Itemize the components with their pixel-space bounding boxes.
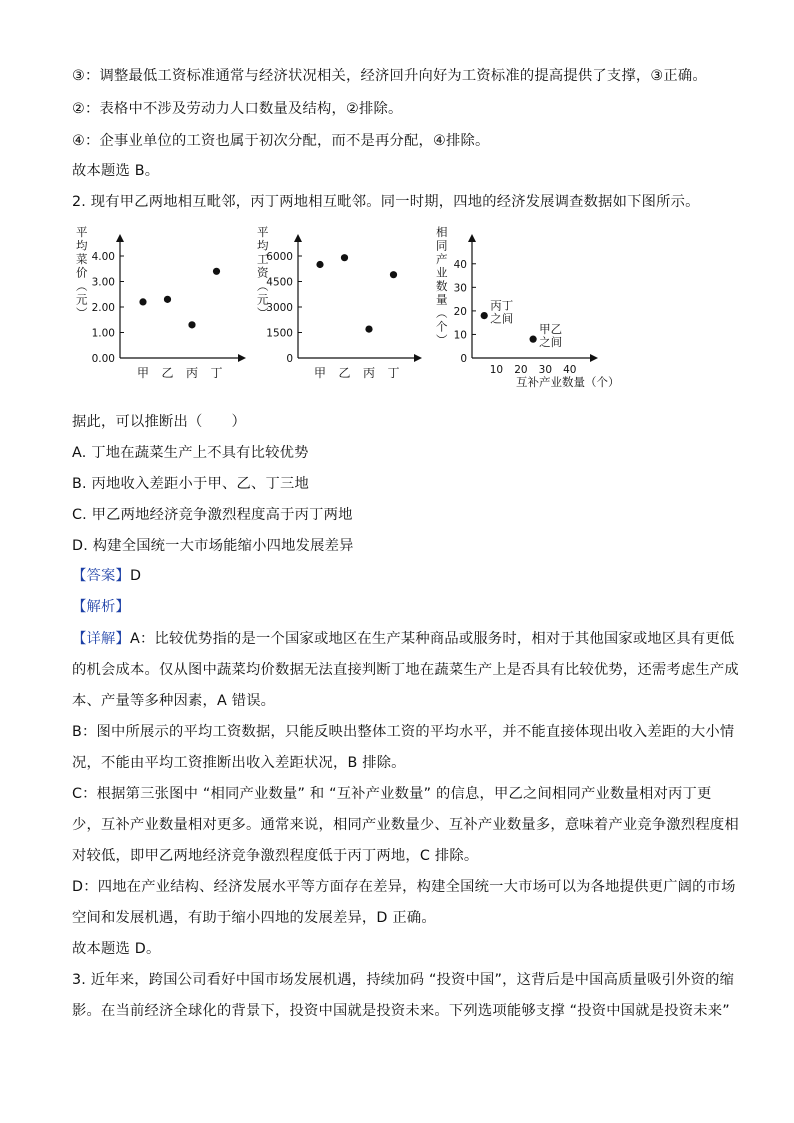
y-axis-arrow (294, 234, 302, 242)
text-line: C：根据第三张图中 “相同产业数量” 和 “互补产业数量” 的信息，甲乙之间相同产业数量相对丙丁更 (72, 786, 712, 802)
y-tick-label: 3000 (266, 302, 293, 314)
x-category-label: 甲 (136, 366, 150, 380)
y-tick-label: 40 (453, 258, 467, 271)
chart-vegetable-price (72, 222, 262, 391)
text-line: 少，互补产业数量相对更多。通常来说，相同产业数量少、互补产业数量多，意味着产业竞争激烈程度相 (72, 817, 739, 833)
chart-industry-count (432, 222, 632, 401)
option-d: D. 构建全国统一大市场能缩小四地发展差异 (72, 538, 354, 554)
data-point (139, 298, 146, 305)
y-tick-label: 4.00 (91, 251, 115, 263)
y-axis-label-char: 数 (436, 279, 448, 293)
y-axis-label (76, 225, 88, 320)
y-axis-label-char: 元 (257, 292, 269, 307)
answer-tag: 【答案】 (72, 568, 130, 584)
question-2: 2. 现有甲乙两地相互毗邻，丙丁两地相互毗邻。同一时期，四地的经济发展调查数据如下图所示。 (72, 194, 700, 210)
text-line: 的机会成本。仅从图中蔬菜均价数据无法直接判断丁地在蔬菜生产上是否具有比较优势，还需考虑生产成 (72, 662, 739, 678)
y-tick-label: 4500 (266, 276, 293, 289)
y-axis-arrow (116, 234, 124, 242)
x-axis-label: 互补产业数量（个） (516, 375, 620, 389)
y-tick-label: 0.00 (91, 353, 115, 365)
text-line: ④：企事业单位的工资也属于初次分配，而不是再分配，④排除。 (72, 133, 490, 149)
y-axis-label-char: 均 (76, 238, 88, 253)
data-point (316, 261, 323, 268)
text-line: B：图中所展示的平均工资数据，只能反映出整体工资的平均水平，并不能直接体现出收入差距的大小情 (72, 724, 735, 740)
y-axis-label-char: 产 (436, 252, 448, 266)
y-axis-label-char: ︶ (436, 333, 448, 347)
text-line: 况，不能由平均工资推断出收入差距状况，B 排除。 (72, 755, 406, 771)
x-axis-arrow (238, 354, 246, 362)
y-axis-label-char: ︶ (257, 306, 269, 320)
y-tick-label: 10 (453, 329, 467, 342)
text-line: 故本题选 D。 (72, 941, 161, 957)
y-axis-label-char: ︶ (76, 306, 88, 320)
answer-value: D (130, 568, 142, 584)
y-axis-label-char: ︵ (436, 306, 448, 320)
y-axis-label-char: ︵ (257, 279, 269, 293)
text-line: ③：调整最低工资标准通常与经济状况相关，经济回升向好为工资标准的提高提供了支撑，③正确。 (72, 68, 707, 84)
option-a: A. 丁地在蔬菜生产上不具有比较优势 (72, 445, 309, 461)
y-axis-label-char: ︵ (76, 279, 88, 293)
y-tick-label: 3.00 (91, 276, 115, 289)
detail-text: A：比较优势指的是一个国家或地区在生产某种商品或服务时，相对于其他国家或地区具有更低 (130, 631, 735, 647)
y-axis-label-char: 元 (76, 292, 88, 307)
y-tick-label: 1.00 (91, 327, 115, 340)
y-axis-label-char: 量 (436, 292, 448, 307)
y-axis-label-char: 工 (257, 252, 269, 266)
text-line: D：四地在产业结构、经济发展水平等方面存在差异，构建全国统一大市场可以为各地提供更广阔的市场 (72, 879, 736, 895)
answer-line (72, 566, 141, 586)
x-category-label: 丁 (387, 366, 400, 380)
x-tick-label: 20 (514, 364, 528, 376)
point-label: 丙丁 (490, 298, 514, 313)
point-label: 之间 (539, 335, 563, 350)
y-axis-label-char: 资 (257, 265, 269, 280)
chart-average-wage-svg (253, 222, 433, 387)
y-axis-label-char: 价 (76, 265, 88, 280)
y-tick-label: 1500 (266, 327, 293, 340)
y-tick-label: 20 (453, 305, 467, 318)
question-3: 3. 近年来，跨国公司看好中国市场发展机遇，持续加码 “投资中国”，这背后是中国高质量吸引外资的缩 (72, 972, 735, 988)
x-tick-label: 30 (538, 364, 553, 376)
y-tick-label: 30 (453, 282, 467, 295)
y-axis-label-char: 业 (436, 265, 448, 280)
data-point (481, 312, 488, 319)
chart-average-wage (253, 222, 433, 391)
data-point (188, 321, 195, 328)
y-tick-label: 0 (460, 353, 467, 365)
x-tick-label: 40 (563, 364, 577, 376)
y-tick-label: 2.00 (91, 302, 115, 314)
question-3-cont: 影。在当前经济全球化的背景下，投资中国就是投资未来。下列选项能够支撑 “投资中国就是投资未来” (72, 1003, 730, 1019)
x-category-label: 丙 (362, 366, 376, 380)
text-line: 空间和发展机遇，有助于缩小四地的发展差异，D 正确。 (72, 910, 436, 926)
data-point (530, 336, 537, 343)
data-point (213, 268, 220, 275)
y-axis-label-char: 平 (76, 225, 88, 239)
option-c: C. 甲乙两地经济竞争激烈程度高于丙丁两地 (72, 507, 353, 523)
data-point (164, 296, 171, 303)
y-axis-label-char: 均 (257, 238, 269, 253)
data-point (390, 271, 397, 278)
y-axis-label-char: 个 (436, 319, 448, 334)
point-label: 之间 (490, 311, 514, 326)
x-category-label: 乙 (338, 366, 351, 380)
y-axis-arrow (468, 234, 476, 242)
chart-industry-count-svg (432, 222, 632, 397)
y-axis-label-char: 同 (436, 238, 448, 253)
text-line: 故本题选 B。 (72, 163, 160, 179)
y-axis-label-char: 相 (436, 225, 448, 239)
y-tick-label: 6000 (266, 251, 293, 263)
x-category-label: 丙 (185, 366, 199, 380)
option-b: B. 丙地收入差距小于甲、乙、丁三地 (72, 476, 309, 492)
data-point (341, 254, 348, 261)
analysis-tag: 【解析】 (72, 599, 130, 615)
question-prompt: 据此，可以推断出（ ） (72, 414, 246, 430)
y-axis-label (436, 225, 448, 347)
text-line: 对较低，即甲乙两地经济竞争激烈程度低于丙丁两地，C 排除。 (72, 848, 479, 864)
detail-tag: 【详解】 (72, 631, 130, 647)
text-line: 本、产量等多种因素，A 错误。 (72, 693, 276, 709)
x-axis-arrow (414, 354, 422, 362)
x-category-label: 乙 (161, 366, 174, 380)
point-label: 甲乙 (539, 322, 563, 337)
data-point (365, 326, 372, 333)
x-category-label: 甲 (313, 366, 327, 380)
x-axis-arrow (590, 354, 598, 362)
chart-vegetable-price-svg (72, 222, 262, 387)
x-category-label: 丁 (210, 366, 223, 380)
detail-line (72, 629, 734, 649)
y-tick-label: 0 (286, 353, 293, 365)
x-tick-label: 10 (489, 364, 504, 376)
y-axis-label-char: 平 (257, 225, 269, 239)
y-axis-label-char: 菜 (76, 252, 88, 266)
text-line: ②：表格中不涉及劳动力人口数量及结构，②排除。 (72, 101, 403, 117)
